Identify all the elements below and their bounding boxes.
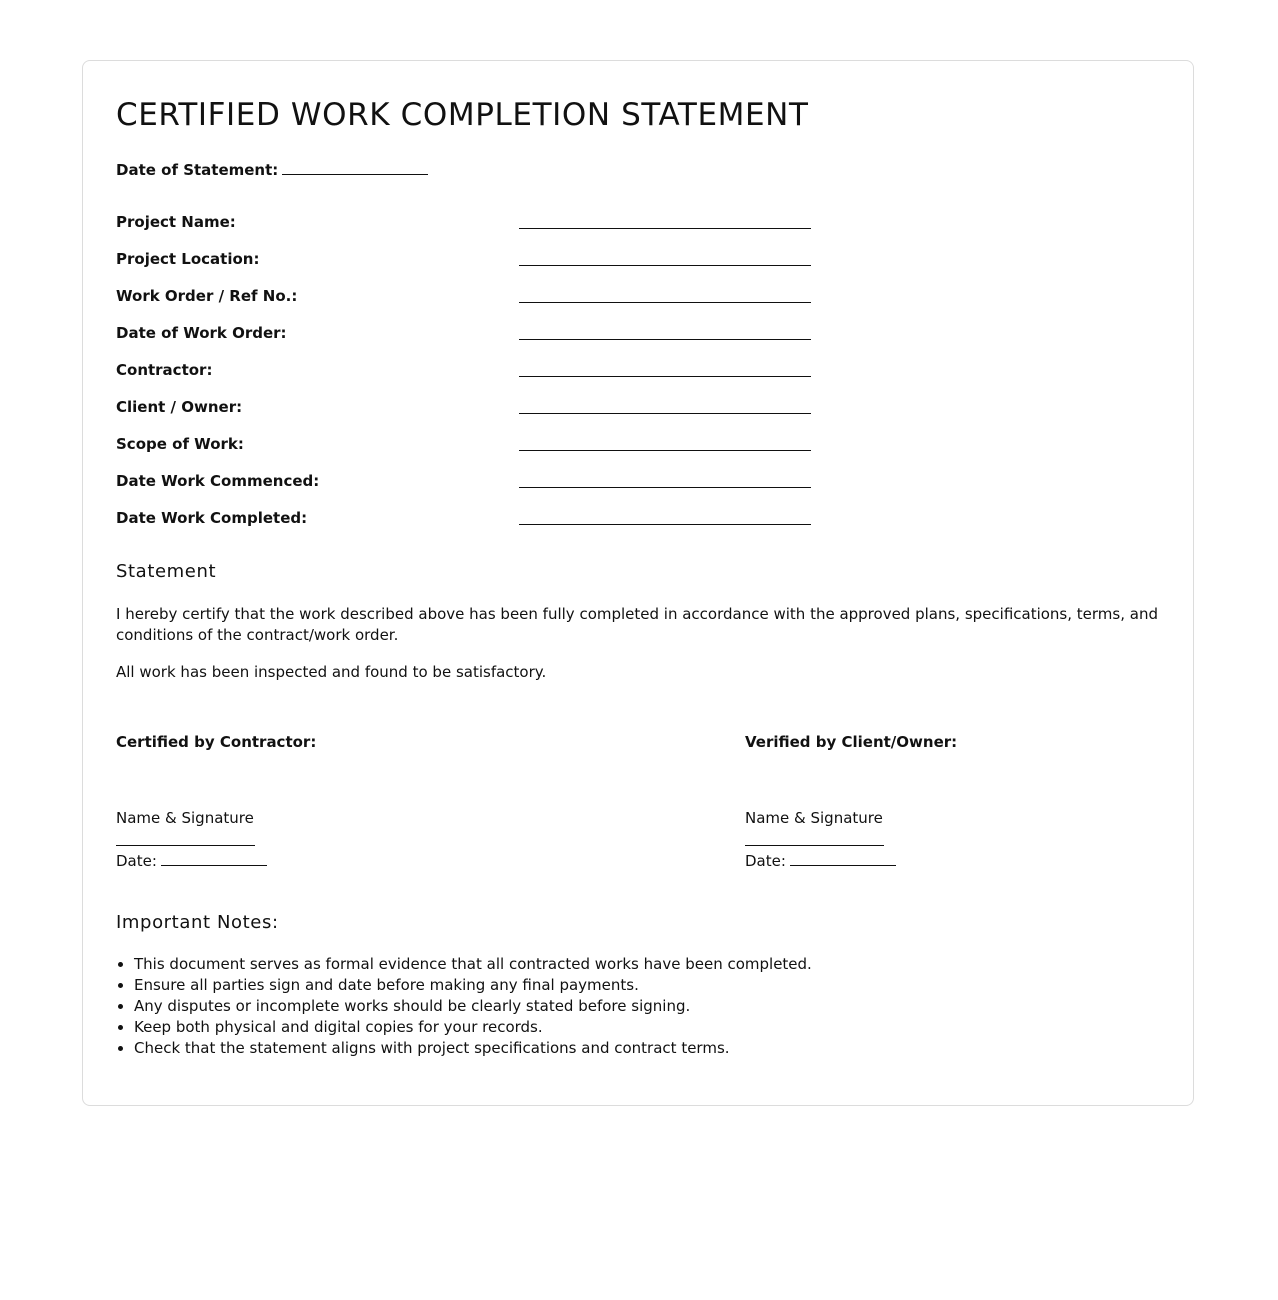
field-label-contractor: Contractor:	[116, 361, 213, 379]
client-name-signature-label: Name & Signature	[745, 809, 883, 827]
notes-list	[116, 954, 812, 1059]
document-title: CERTIFIED WORK COMPLETION STATEMENT	[116, 97, 809, 133]
date-of-statement-line[interactable]	[282, 160, 428, 175]
client-date	[745, 851, 896, 870]
list-item: • Ensure all parties sign and date before making any final payments.	[134, 975, 812, 996]
notes-heading: Important Notes:	[116, 912, 279, 933]
statement-paragraph-2: All work has been inspected and found to be satisfactory.	[116, 663, 547, 681]
field-label-client-owner: Client / Owner:	[116, 398, 243, 416]
contractor-name-signature-label: Name & Signature	[116, 809, 254, 827]
contractor-date-label: Date:	[116, 852, 157, 870]
client-date-line[interactable]	[790, 851, 896, 866]
field-label-date-of-work-order: Date of Work Order:	[116, 324, 287, 342]
list-item: • Keep both physical and digital copies for your records.	[134, 1017, 812, 1038]
list-item: • Any disputes or incomplete works should be clearly stated before signing.	[134, 996, 812, 1017]
list-item: • This document serves as formal evidence that all contracted works have been completed.	[134, 954, 812, 975]
field-line-date-work-commenced[interactable]	[519, 487, 811, 488]
document-card	[82, 60, 1194, 1106]
client-date-label: Date:	[745, 852, 786, 870]
field-line-project-name[interactable]	[519, 228, 811, 229]
field-line-contractor[interactable]	[519, 376, 811, 377]
field-label-project-location: Project Location:	[116, 250, 260, 268]
field-line-work-order[interactable]	[519, 302, 811, 303]
field-line-date-of-work-order[interactable]	[519, 339, 811, 340]
date-of-statement-label: Date of Statement:	[116, 161, 279, 179]
field-line-scope-of-work[interactable]	[519, 450, 811, 451]
contractor-date	[116, 851, 267, 870]
contractor-signature-line[interactable]	[116, 845, 255, 846]
field-line-date-work-completed[interactable]	[519, 524, 811, 525]
statement-paragraph-1: I hereby certify that the work described above has been fully completed in accordance with the approved plans, specifications, terms, and conditions of the contract/work order.	[116, 605, 1158, 644]
client-signature-line[interactable]	[745, 845, 884, 846]
field-label-date-work-completed: Date Work Completed:	[116, 509, 308, 527]
list-item: • Check that the statement aligns with project specifications and contract terms.	[134, 1038, 812, 1059]
field-label-project-name: Project Name:	[116, 213, 236, 231]
field-label-work-order: Work Order / Ref No.:	[116, 287, 298, 305]
field-label-scope-of-work: Scope of Work:	[116, 435, 244, 453]
statement-heading: Statement	[116, 561, 217, 582]
field-label-date-work-commenced: Date Work Commenced:	[116, 472, 320, 490]
date-of-statement	[116, 160, 428, 179]
field-line-client-owner[interactable]	[519, 413, 811, 414]
field-line-project-location[interactable]	[519, 265, 811, 266]
client-signature-heading: Verified by Client/Owner:	[745, 733, 958, 751]
contractor-date-line[interactable]	[161, 851, 267, 866]
contractor-signature-heading: Certified by Contractor:	[116, 733, 317, 751]
